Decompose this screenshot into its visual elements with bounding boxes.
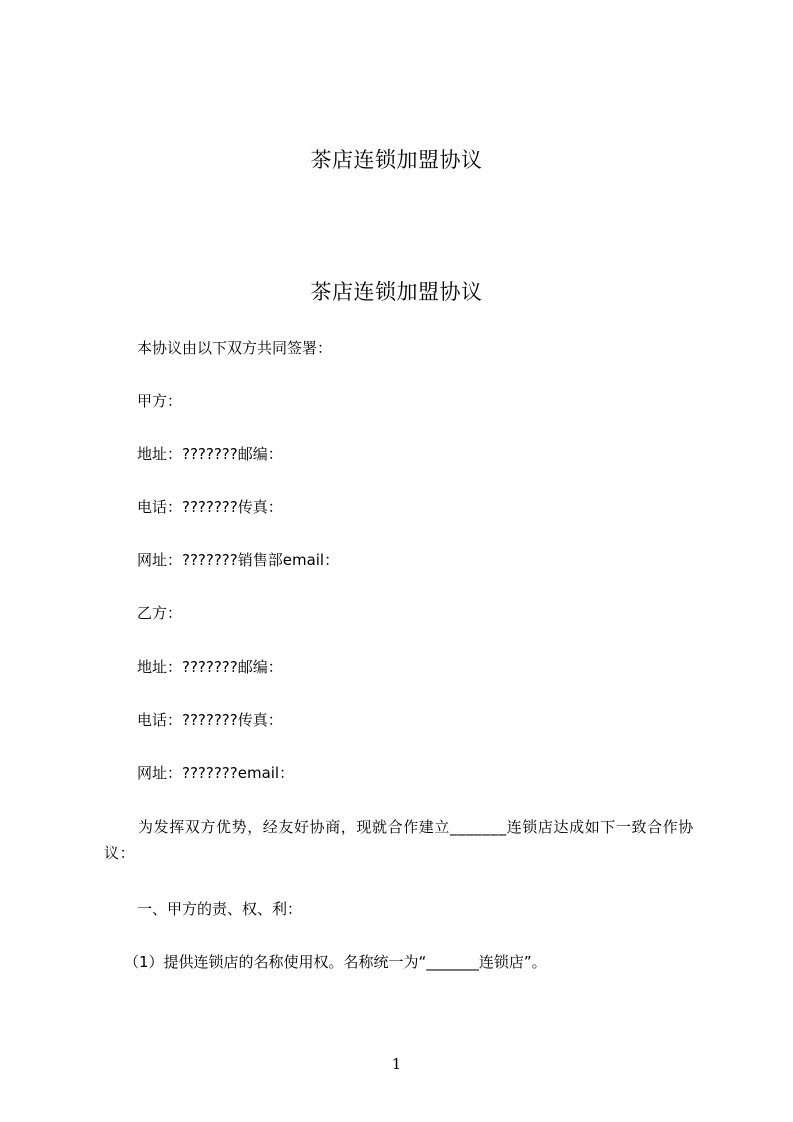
- cover-title: 茶店连锁加盟协议: [310, 148, 483, 172]
- party-b-address: 地址：???????邮编：: [137, 658, 283, 676]
- party-a-label: 甲方：: [137, 392, 183, 410]
- party-b-website: 网址：???????email：: [137, 764, 295, 782]
- preamble-paragraph: 为发挥双方优势，经友好协商，现就合作建立_______连锁店达成如下一致合作协议：: [104, 818, 694, 862]
- clause-1: （1）提供连锁店的名称使用权。名称统一为“_______连锁店”。: [124, 953, 547, 971]
- intro-text: 本协议由以下双方共同签署：: [137, 339, 333, 357]
- section-1-heading: 一、甲方的责、权、利：: [137, 900, 303, 918]
- document-title: 茶店连锁加盟协议: [310, 280, 483, 304]
- party-b-phone: 电话：???????传真：: [137, 711, 283, 729]
- party-b-label: 乙方：: [137, 604, 183, 622]
- party-a-address: 地址：???????邮编：: [137, 445, 283, 463]
- page-number: 1: [391, 1055, 402, 1073]
- party-a-phone: 电话：???????传真：: [137, 498, 283, 516]
- party-a-website: 网址：???????销售部email：: [137, 551, 340, 569]
